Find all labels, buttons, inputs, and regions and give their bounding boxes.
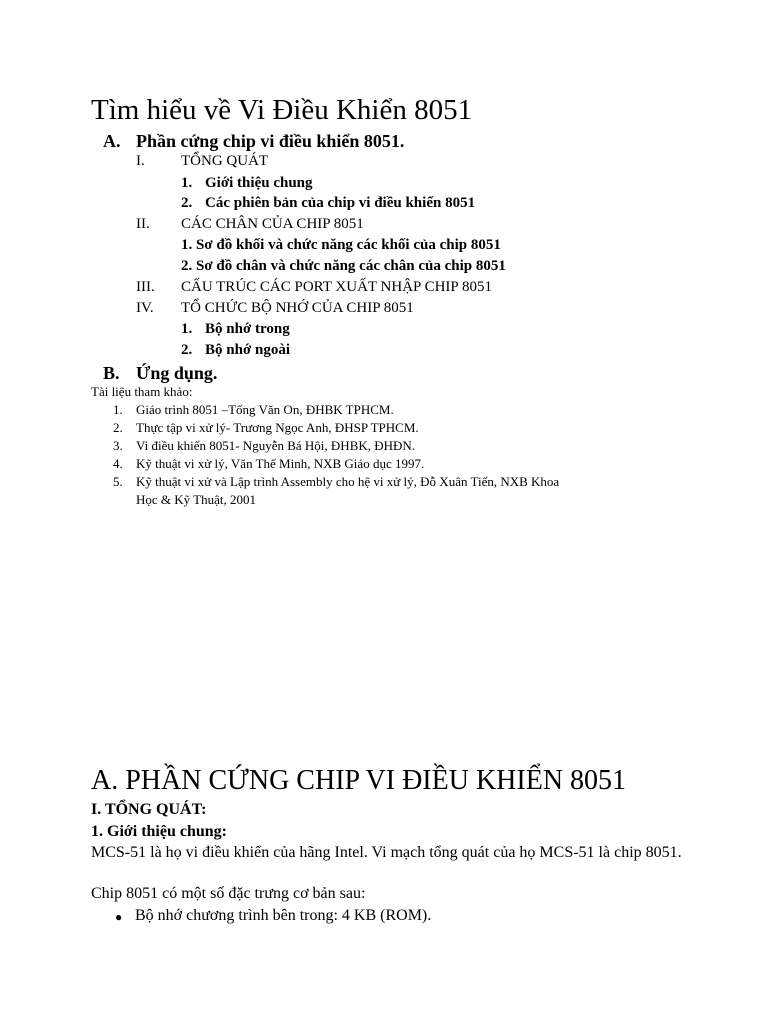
part-numeral: III. [136, 279, 155, 295]
body-paragraph: Chip 8051 có một số đặc trưng cơ bản sau: [91, 885, 366, 902]
part-numeral: I. [136, 153, 145, 169]
reference-text: Giáo trình 8051 –Tống Văn On, ĐHBK TPHCM. [136, 402, 394, 417]
part-label: TỔNG QUÁT [181, 153, 269, 169]
reference-text: Thực tập vi xử lý- Trương Ngọc Anh, ĐHSP TPHCM. [136, 420, 419, 435]
part-numeral: II. [136, 216, 150, 232]
body-paragraph: MCS-51 là họ vi điều khiển của hãng Intel. Vi mạch tổng quát của họ MCS-51 là chip 8051. [91, 844, 682, 861]
section-heading: I. TỔNG QUÁT: [91, 801, 207, 818]
sub-item-label: 2. Sơ đồ chân và chức năng các chân của chip 8051 [181, 258, 506, 274]
subsection-heading: 1. Giới thiệu chung: [91, 823, 227, 840]
sub-item-number: 1. [181, 175, 193, 191]
reference-text: Vi điều khiển 8051- Nguyễn Bá Hội, ĐHBK, ĐHĐN. [136, 438, 416, 453]
section-a-label: Phần cứng chip vi điều khiển 8051. [136, 131, 405, 151]
sub-item-number: 1. [181, 321, 193, 337]
document-title: Tìm hiểu về Vi Điều Khiển 8051 [91, 94, 473, 126]
part-label: TỔ CHỨC BỘ NHỚ CỦA CHIP 8051 [181, 300, 414, 316]
sub-item-number: 2. [181, 342, 193, 358]
sub-item-label: Giới thiệu chung [205, 175, 313, 191]
references-heading: Tài liệu tham khảo: [91, 384, 193, 399]
sub-item-label: Bộ nhớ ngoài [205, 342, 291, 358]
part-label: CÁC CHÂN CỦA CHIP 8051 [181, 216, 364, 232]
bullet-icon: ● [115, 910, 123, 924]
reference-number: 1. [113, 402, 123, 417]
sub-item-label: Các phiên bản của chip vi điều khiển 8051 [205, 195, 476, 211]
reference-text-continued: Học & Kỹ Thuật, 2001 [136, 492, 256, 507]
chapter-heading: A. PHẦN CỨNG CHIP VI ĐIỀU KHIỂN 8051 [91, 765, 627, 796]
section-b-label: Ứng dụng. [136, 363, 218, 383]
reference-text: Kỹ thuật vi xử và Lập trình Assembly cho hệ vi xử lý, Đỗ Xuân Tiến, NXB Khoa [136, 474, 560, 489]
section-a-letter: A. [103, 131, 121, 151]
part-numeral: IV. [136, 300, 154, 316]
reference-number: 2. [113, 420, 123, 435]
reference-number: 4. [113, 456, 123, 471]
reference-number: 5. [113, 474, 123, 489]
sub-item-label: Bộ nhớ trong [205, 321, 290, 337]
sub-item-label: 1. Sơ đồ khối và chức năng các khối của chip 8051 [181, 237, 501, 253]
reference-number: 3. [113, 438, 123, 453]
bullet-item: Bộ nhớ chương trình bên trong: 4 KB (ROM). [135, 907, 432, 924]
sub-item-number: 2. [181, 195, 193, 211]
section-b-letter: B. [103, 363, 120, 383]
reference-text: Kỹ thuật vi xử lý, Văn Thế Minh, NXB Giáo dục 1997. [136, 456, 425, 471]
part-label: CẤU TRÚC CÁC PORT XUẤT NHẬP CHIP 8051 [181, 279, 492, 295]
